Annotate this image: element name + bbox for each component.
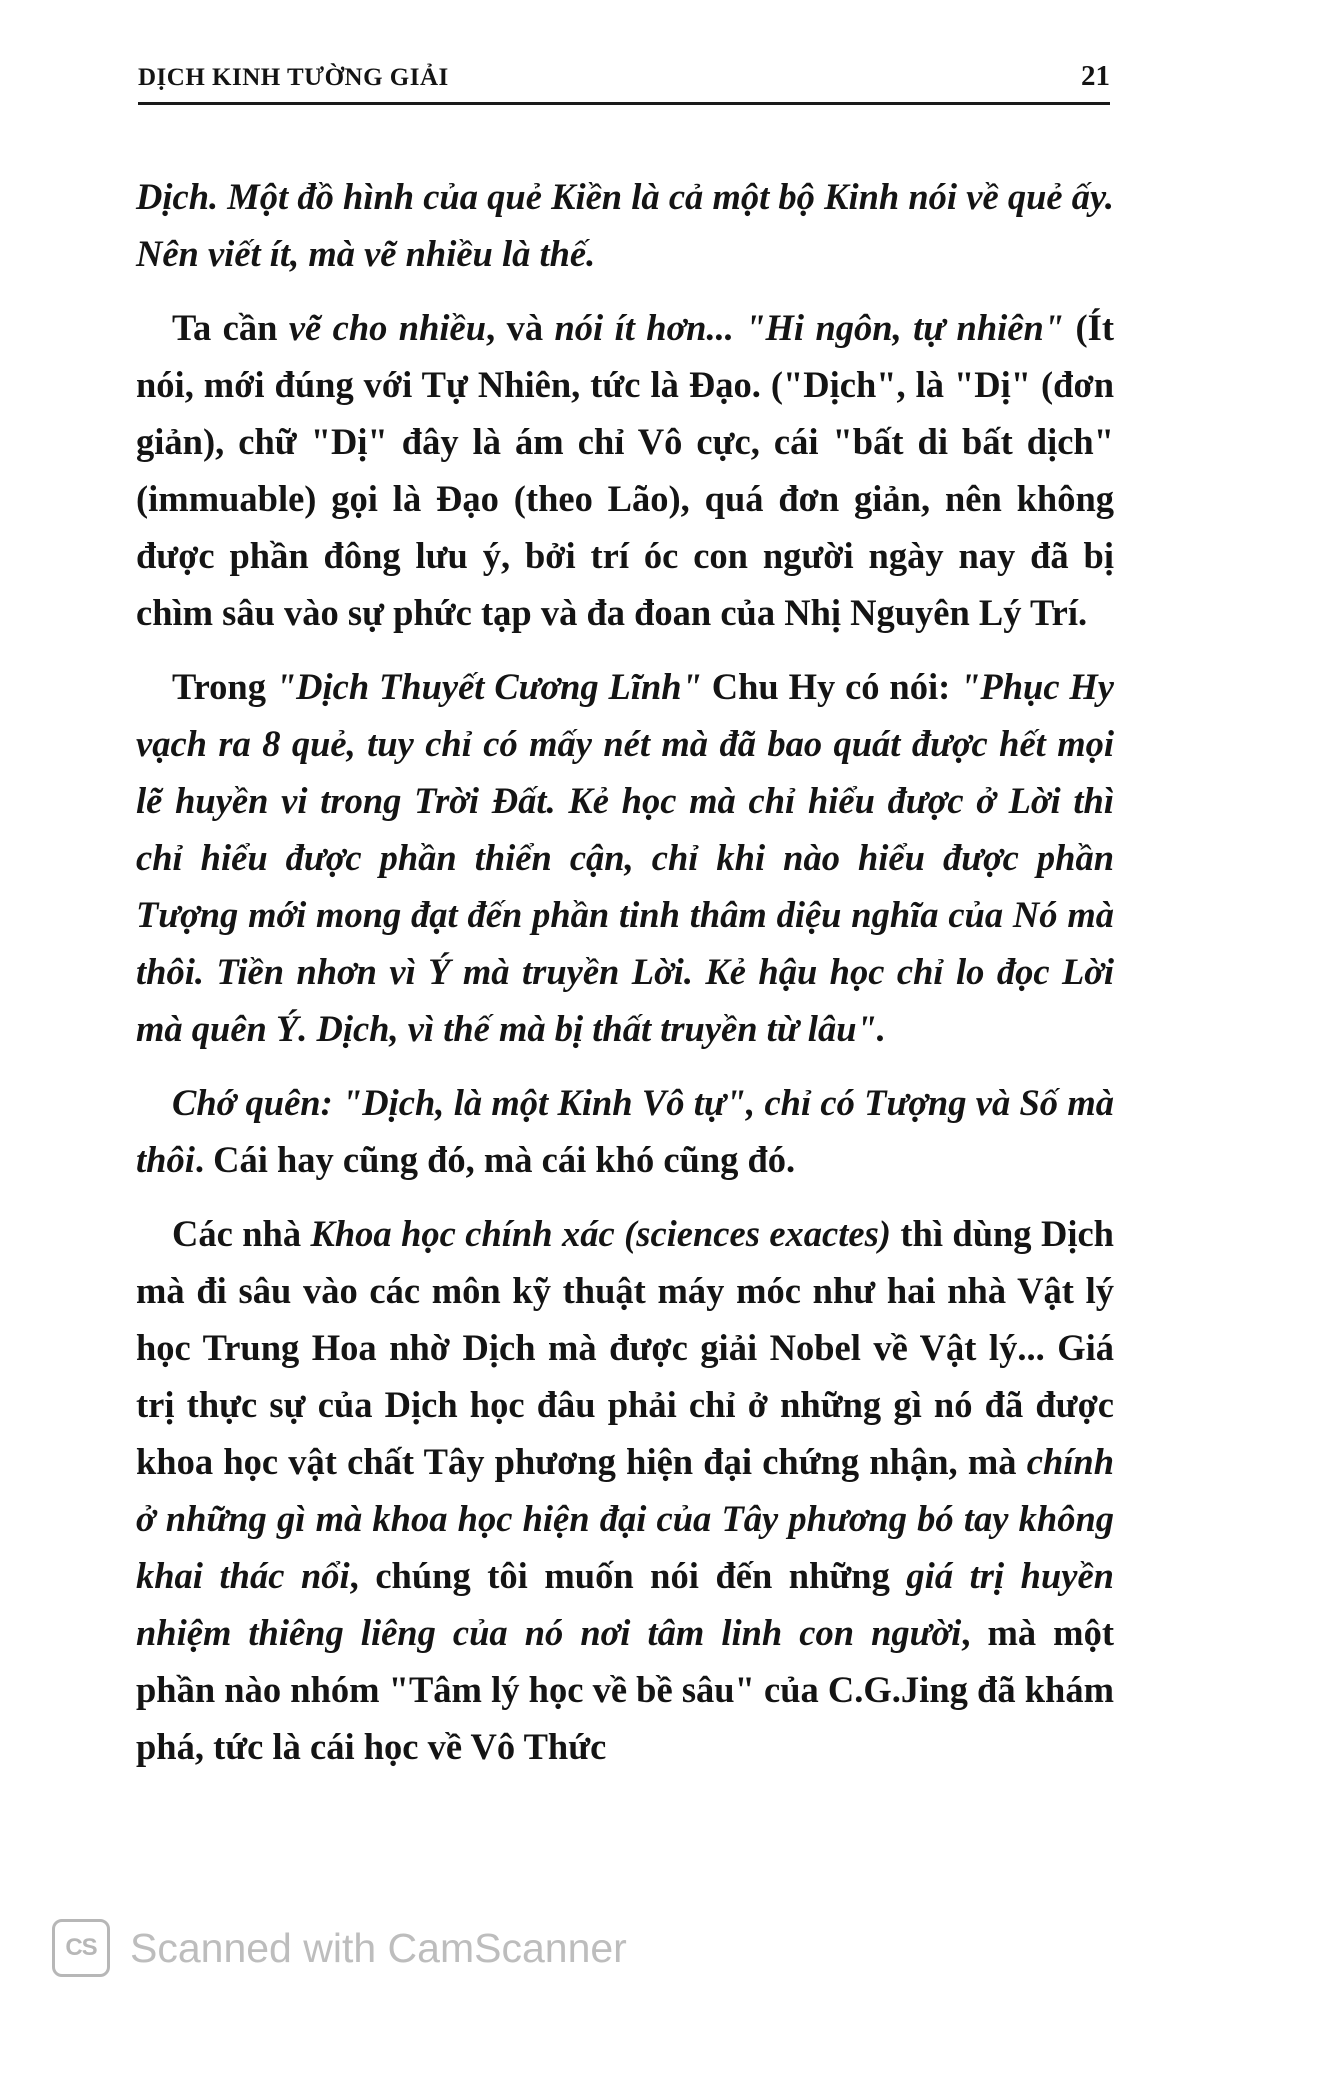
italic-text-run: chính ở những gì mà khoa học hiện đại của Tây phương bó tay không khai thác nổi: [136, 1441, 1114, 1596]
text-run: , chúng tôi muốn nói đến những: [349, 1555, 907, 1596]
paragraph: [136, 168, 1114, 282]
text-run: , mà một phần nào nhóm "Tâm lý học về bề sâu" của C.G.Jing đã khám phá, tức là cái học về Vô Thức: [136, 1612, 1114, 1767]
text-run: . Cái hay cũng đó, mà cái khó cũng đó.: [194, 1139, 796, 1180]
camscanner-logo-icon: CS: [52, 1919, 110, 1977]
watermark-text: Scanned with CamScanner: [130, 1924, 627, 1971]
paragraph: [136, 658, 1114, 1057]
italic-text-run: Chớ quên: "Dịch, là một Kinh Vô tự", chỉ có Tượng và Số mà thôi: [136, 1082, 1114, 1180]
italic-text-run: nói ít hơn... "Hi ngôn, tự nhiên": [554, 307, 1065, 348]
page-number: 21: [1081, 60, 1110, 92]
text-run: Các nhà: [172, 1213, 311, 1254]
italic-text-run: Khoa học chính xác (sciences exactes): [310, 1213, 891, 1254]
text-run: (Ít nói, mới đúng với Tự Nhiên, tức là Đạo. ("Dịch", là "Dị" (đơn giản), chữ "Dị" đây là ám chỉ Vô cực, cái "bất di bất dịch" (immuable) gọi là Đạo (theo Lão), quá đơn giản, nên không được phần đông lưu ý, bởi trí óc con người ngày nay đã bị chìm sâu vào sự phức tạp và đa đoan của Nhị Nguyên Lý Trí.: [136, 307, 1114, 633]
text-run: Chu Hy có nói:: [701, 666, 961, 707]
text-run: , và: [486, 307, 555, 348]
text-run: thì dùng Dịch mà đi sâu vào các môn kỹ thuật máy móc như hai nhà Vật lý học Trung Hoa nhờ Dịch mà được giải Nobel về Vật lý... Giá trị thực sự của Dịch học đâu phải chỉ ở những gì nó đã được khoa học vật chất Tây phương hiện đại chứng nhận, mà: [136, 1213, 1114, 1482]
italic-text-run: giá trị huyền nhiệm thiêng liêng của nó nơi tâm linh con người: [136, 1555, 1114, 1653]
italic-text-run: "Phục Hy vạch ra 8 quẻ, tuy chỉ có mấy nét mà đã bao quát được hết mọi lẽ huyền vi trong Trời Đất. Kẻ học mà chỉ hiểu được ở Lời thì chỉ hiểu được phần thiển cận, chỉ khi nào hiểu được phần Tượng mới mong đạt đến phần tinh thâm diệu nghĩa của Nó mà thôi. Tiền nhơn vì Ý mà truyền Lời. Kẻ hậu học chỉ lo đọc Lời mà quên Ý. Dịch, vì thế mà bị thất truyền từ lâu".: [136, 666, 1114, 1049]
running-title: DỊCH KINH TƯỜNG GIẢI: [138, 64, 449, 91]
text-run: Ta cần: [172, 307, 289, 348]
italic-text-run: Dịch. Một đồ hình của quẻ Kiền là cả một bộ Kinh nói về quẻ ấy. Nên viết ít, mà vẽ nhiều là thế.: [136, 176, 1114, 274]
running-header: [138, 58, 1110, 105]
paragraph: [136, 299, 1114, 641]
camscanner-watermark: [52, 1916, 627, 1980]
italic-text-run: "Dịch Thuyết Cương Lĩnh": [275, 666, 702, 707]
paragraph: [136, 1074, 1114, 1188]
paragraph: [136, 1205, 1114, 1775]
italic-text-run: vẽ cho nhiều: [288, 307, 487, 348]
text-run: Trong: [172, 666, 276, 707]
body-text: [136, 168, 1114, 1792]
